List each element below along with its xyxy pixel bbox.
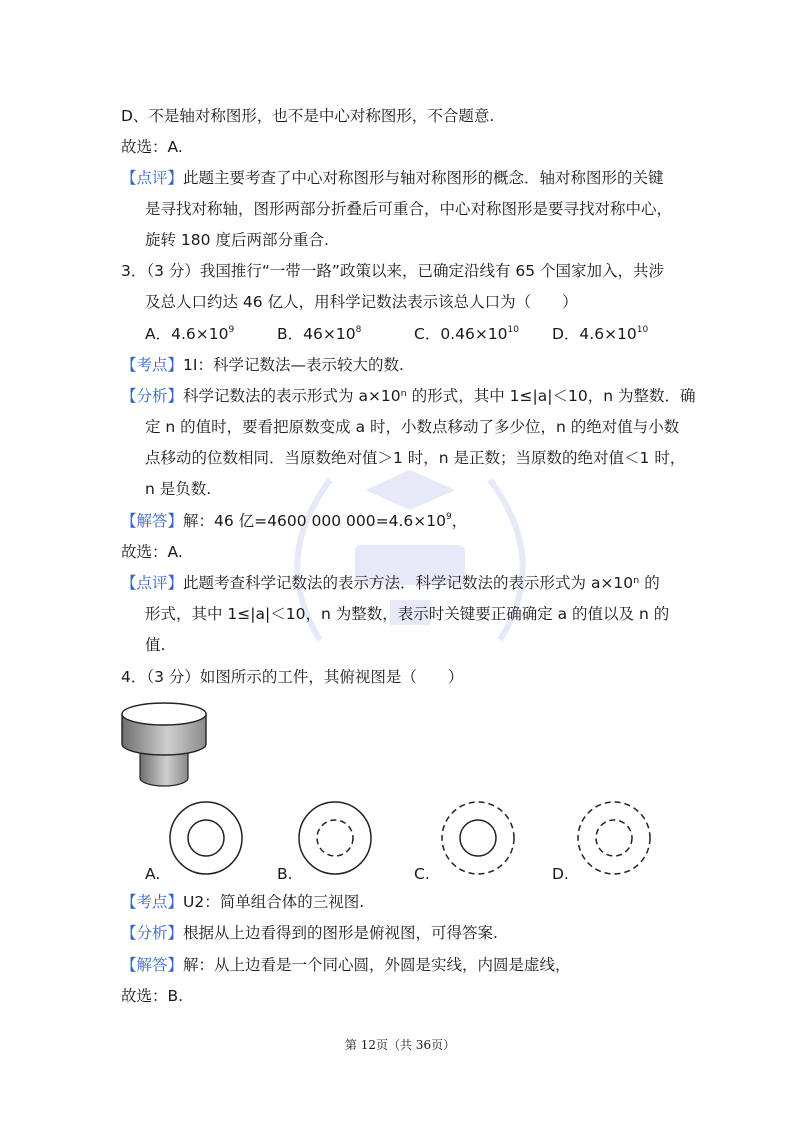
q3-review-line-3: 值. [145, 636, 166, 654]
q3-review-line-1: 【点评】此题考查科学记数法的表示方法．科学记数法的表示形式为 a×10ⁿ 的 [121, 574, 660, 592]
prev-review-line-2: 是寻找对称轴，图形两部分折叠后可重合，中心对称图形是要寻找对称中心， [145, 200, 673, 218]
q3-analysis-line-3: 点移动的位数相同．当原数绝对值＞1 时，n 是正数；当原数的绝对值＜1 时， [145, 449, 686, 467]
q4-option-a-figure [166, 798, 246, 878]
review-tag: 【点评】 [121, 574, 184, 592]
q3-option-c: C．$0.46\times 10^{10}$ [414, 325, 519, 343]
q4-option-d-figure [574, 798, 654, 878]
point-tag: 【考点】 [121, 893, 184, 911]
q3-solution: 【解答】解：46 亿=4600 000 $000=4.6\times 10^9$， [121, 512, 468, 530]
analysis-tag: 【分析】 [121, 924, 184, 942]
q3-option-d: D．$4.6\times 10^{10}$ [552, 325, 649, 343]
prev-review-line-3: 旋转 180 度后两部分重合. [145, 231, 329, 249]
q4-solution: 【解答】解：从上边看是一个同心圆，外圆是实线，内圆是虚线， [121, 956, 571, 974]
review-tag: 【点评】 [121, 169, 184, 187]
q4-option-c-figure [438, 798, 518, 878]
q3-point: 【考点】1I：科学记数法—表示较大的数. [121, 356, 404, 374]
watermark-logo [260, 450, 560, 670]
analysis-tag: 【分析】 [121, 387, 184, 405]
q3-analysis-line-1: 【分析】科学记数法的表示形式为 a×10ⁿ 的形式，其中 1≤|a|＜10，n 为整数．确 [121, 387, 696, 405]
q4-answer: 故选：B. [121, 987, 184, 1005]
workpiece-figure [116, 700, 212, 790]
q3-stem-line-1: 3．（3 分）我国推行“一带一路”政策以来，已确定沿线有 65 个国家加入，共涉 [121, 262, 665, 280]
q4-option-c-label: C. [414, 865, 430, 883]
page-footer: 第 12页（共 36页） [344, 1038, 456, 1052]
q4-option-b-label: B. [277, 865, 293, 883]
q4-option-b-figure [295, 798, 375, 878]
q4-analysis: 【分析】根据从上边看得到的图形是俯视图，可得答案. [121, 924, 498, 942]
q4-stem: 4．（3 分）如图所示的工件，其俯视图是（ ） [121, 668, 464, 686]
prev-option-d: D、不是轴对称图形，也不是中心对称图形，不合题意. [121, 107, 495, 125]
q3-answer: 故选：A. [121, 543, 183, 561]
q3-option-b: B．$46\times 10^8$ [277, 325, 362, 343]
q3-analysis-line-4: n 是负数. [145, 480, 212, 498]
q4-option-d-label: D. [552, 865, 569, 883]
prev-review-line-1: 【点评】此题主要考查了中心对称图形与轴对称图形的概念．轴对称图形的关键 [121, 169, 664, 187]
q3-analysis-line-2: 定 n 的值时，要看把原数变成 a 时，小数点移动了多少位，n 的绝对值与小数 [145, 418, 680, 436]
point-tag: 【考点】 [121, 356, 184, 374]
q3-option-a: A．$4.6\times 10^9$ [145, 325, 235, 343]
q3-stem-line-2: 及总人口约达 46 亿人，用科学记数法表示该总人口为（ ） [145, 293, 578, 311]
prev-answer: 故选：A. [121, 138, 183, 156]
q3-review-line-2: 形式，其中 1≤|a|＜10，n 为整数，表示时关键要正确确定 a 的值以及 n 的 [145, 605, 670, 623]
solution-tag: 【解答】 [121, 512, 184, 530]
q4-option-a-label: A. [145, 865, 161, 883]
q4-point: 【考点】U2：简单组合体的三视图. [121, 893, 365, 911]
solution-tag: 【解答】 [121, 956, 184, 974]
